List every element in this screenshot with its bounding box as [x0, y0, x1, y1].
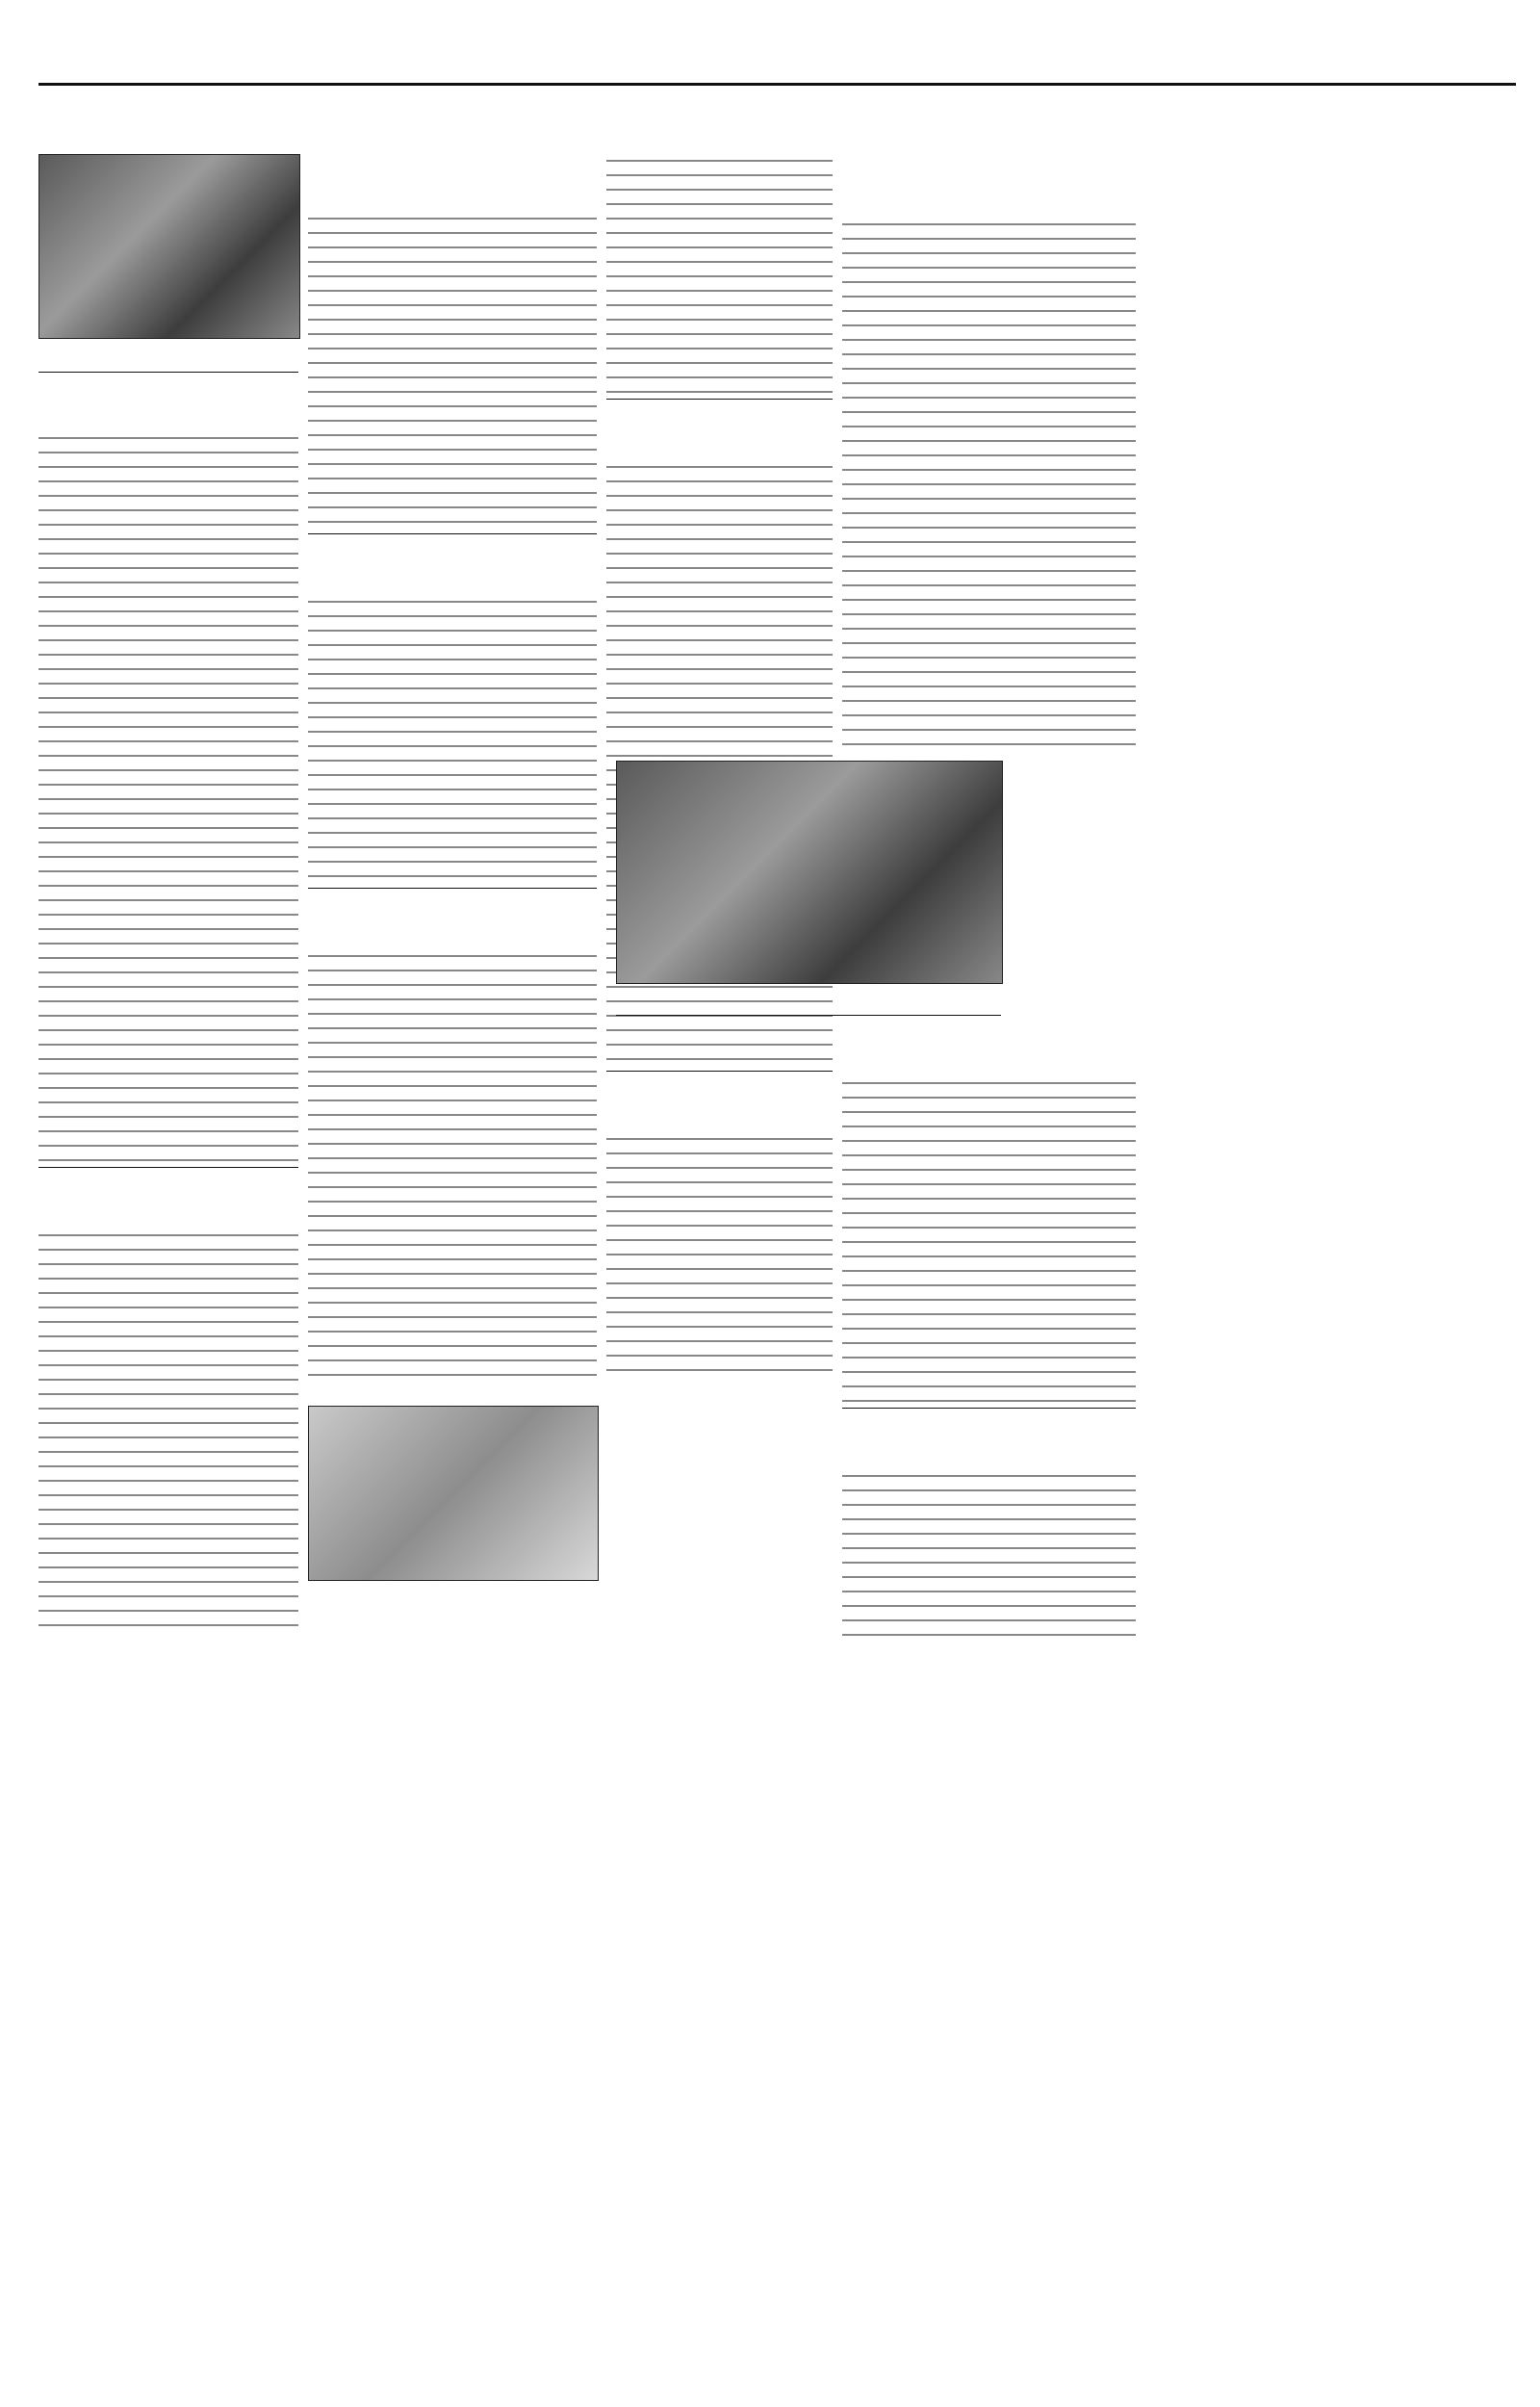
- header-rule: [38, 83, 1516, 86]
- article-text: [38, 1229, 298, 1638]
- headline-col5: [1145, 154, 1146, 155]
- headline: [308, 892, 597, 945]
- article-text: [308, 595, 597, 884]
- divider: [606, 399, 833, 400]
- photo-press-conference: [616, 761, 1003, 984]
- headline: [308, 537, 597, 591]
- divider: [38, 372, 298, 373]
- divider: [38, 1167, 298, 1168]
- headline: [606, 1074, 833, 1128]
- headline: [842, 1411, 1136, 1465]
- photo-caption: [38, 339, 298, 368]
- article-text: [842, 218, 1136, 757]
- headline: [38, 375, 298, 427]
- article-text: [606, 154, 833, 395]
- article-text: [308, 212, 597, 530]
- photo-krishi-bank: [38, 154, 300, 339]
- masthead: [1251, 8, 1511, 83]
- divider: [308, 533, 597, 534]
- divider: [308, 888, 597, 889]
- article-text: [308, 949, 597, 1383]
- headline: [842, 154, 1136, 214]
- divider: [616, 1015, 1001, 1016]
- headline: [308, 154, 597, 208]
- article-text: [38, 431, 298, 1163]
- article-text: [606, 1132, 833, 1373]
- divider: [842, 1408, 1136, 1409]
- headline: [606, 402, 833, 456]
- divider: [606, 1071, 833, 1072]
- headline: [842, 1019, 1136, 1073]
- headline-bnp-meeting: [1011, 154, 1012, 155]
- article-text: [842, 1076, 1136, 1404]
- dateline: [38, 50, 712, 79]
- headline: [38, 1171, 298, 1225]
- photo-caption: [616, 984, 1001, 1011]
- photo-meeting: [308, 1406, 599, 1581]
- article-text: [842, 1469, 1136, 1643]
- photo-caption: [38, 1637, 597, 1664]
